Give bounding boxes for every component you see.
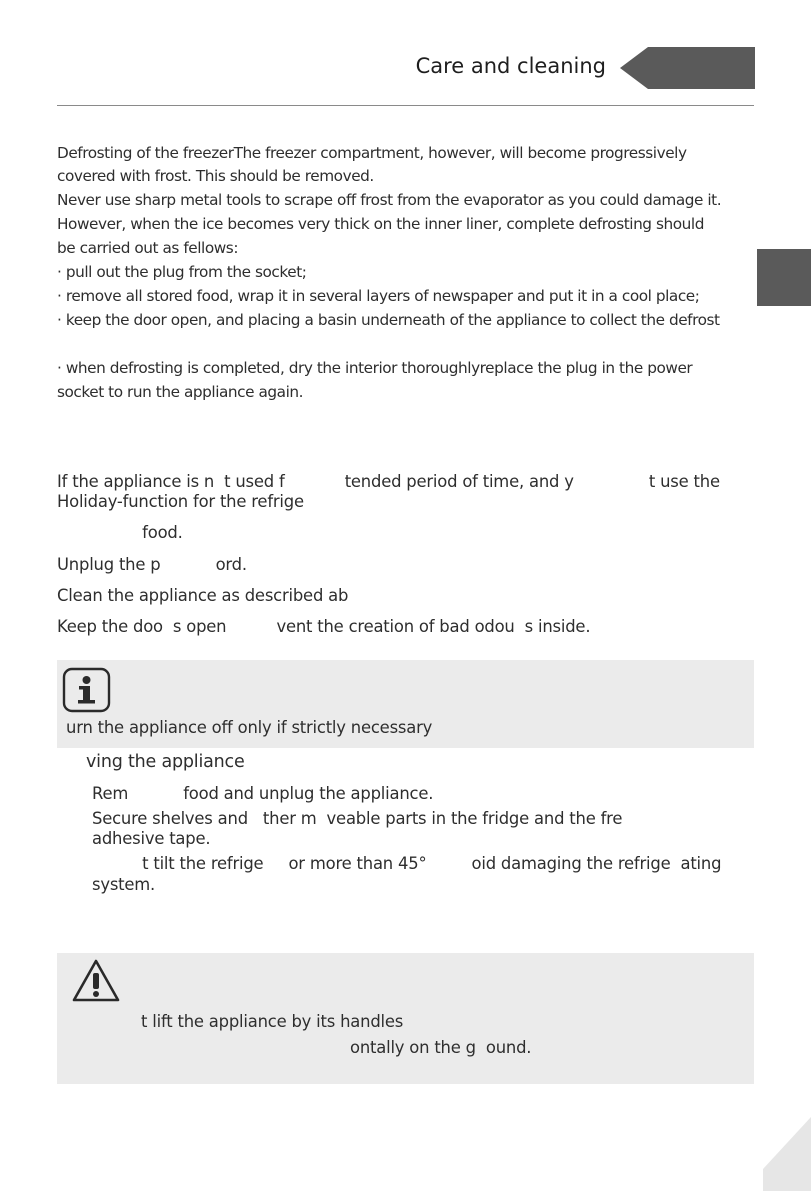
warning-icon: [70, 957, 122, 1005]
defrost-step: · keep the door open, and placing a basin underneath of the appliance to collect the defrost: [57, 311, 720, 329]
moving-line: Secure shelves and ther m veable parts in the fridge and the fre: [92, 809, 623, 828]
info-icon: [62, 667, 112, 713]
page-title: Care and cleaning: [415, 54, 606, 78]
not-in-use-line: Keep the doo s open vent the creation of bad odou s inside.: [57, 617, 591, 636]
header-divider: [57, 105, 754, 106]
moving-line: Rem food and unplug the appliance.: [92, 784, 434, 803]
defrost-line: covered with frost. This should be removed.: [57, 167, 374, 185]
moving-line: system.: [92, 875, 156, 894]
not-in-use-line: If the appliance is n t used f tended period of time, and y t use the: [57, 472, 720, 491]
section-tab-marker: [757, 249, 811, 306]
warning-line: ontally on the g ound.: [350, 1038, 532, 1057]
not-in-use-line: Clean the appliance as described ab: [57, 586, 349, 605]
warning-line: t lift the appliance by its handles: [141, 1012, 404, 1031]
header-arrow-icon: [620, 47, 755, 89]
moving-line: t tilt the refrige or more than 45° oid damaging the refrige ating: [92, 854, 722, 873]
not-in-use-line: Unplug the p ord.: [57, 555, 247, 574]
defrost-line: Defrosting of the freezerThe freezer compartment, however, will become progressively: [57, 144, 687, 162]
page-corner-decoration: [763, 1117, 811, 1191]
defrost-step: · when defrosting is completed, dry the interior thoroughlyreplace the plug in the power: [57, 359, 693, 377]
moving-line: adhesive tape.: [92, 829, 211, 848]
defrost-line: Never use sharp metal tools to scrape off frost from the evaporator as you could damage it.: [57, 191, 722, 209]
defrost-line: be carried out as fellows:: [57, 239, 239, 257]
moving-heading: ving the appliance: [86, 752, 245, 772]
defrost-step: · pull out the plug from the socket;: [57, 263, 307, 281]
info-note-text: urn the appliance off only if strictly necessary: [66, 718, 433, 737]
not-in-use-line: food.: [57, 523, 183, 542]
defrost-line: socket to run the appliance again.: [57, 383, 304, 401]
defrost-line: However, when the ice becomes very thick on the inner liner, complete defrosting should: [57, 215, 704, 233]
defrost-step: · remove all stored food, wrap it in several layers of newspaper and put it in a cool place;: [57, 287, 700, 305]
not-in-use-line: Holiday-function for the refrige: [57, 492, 304, 511]
